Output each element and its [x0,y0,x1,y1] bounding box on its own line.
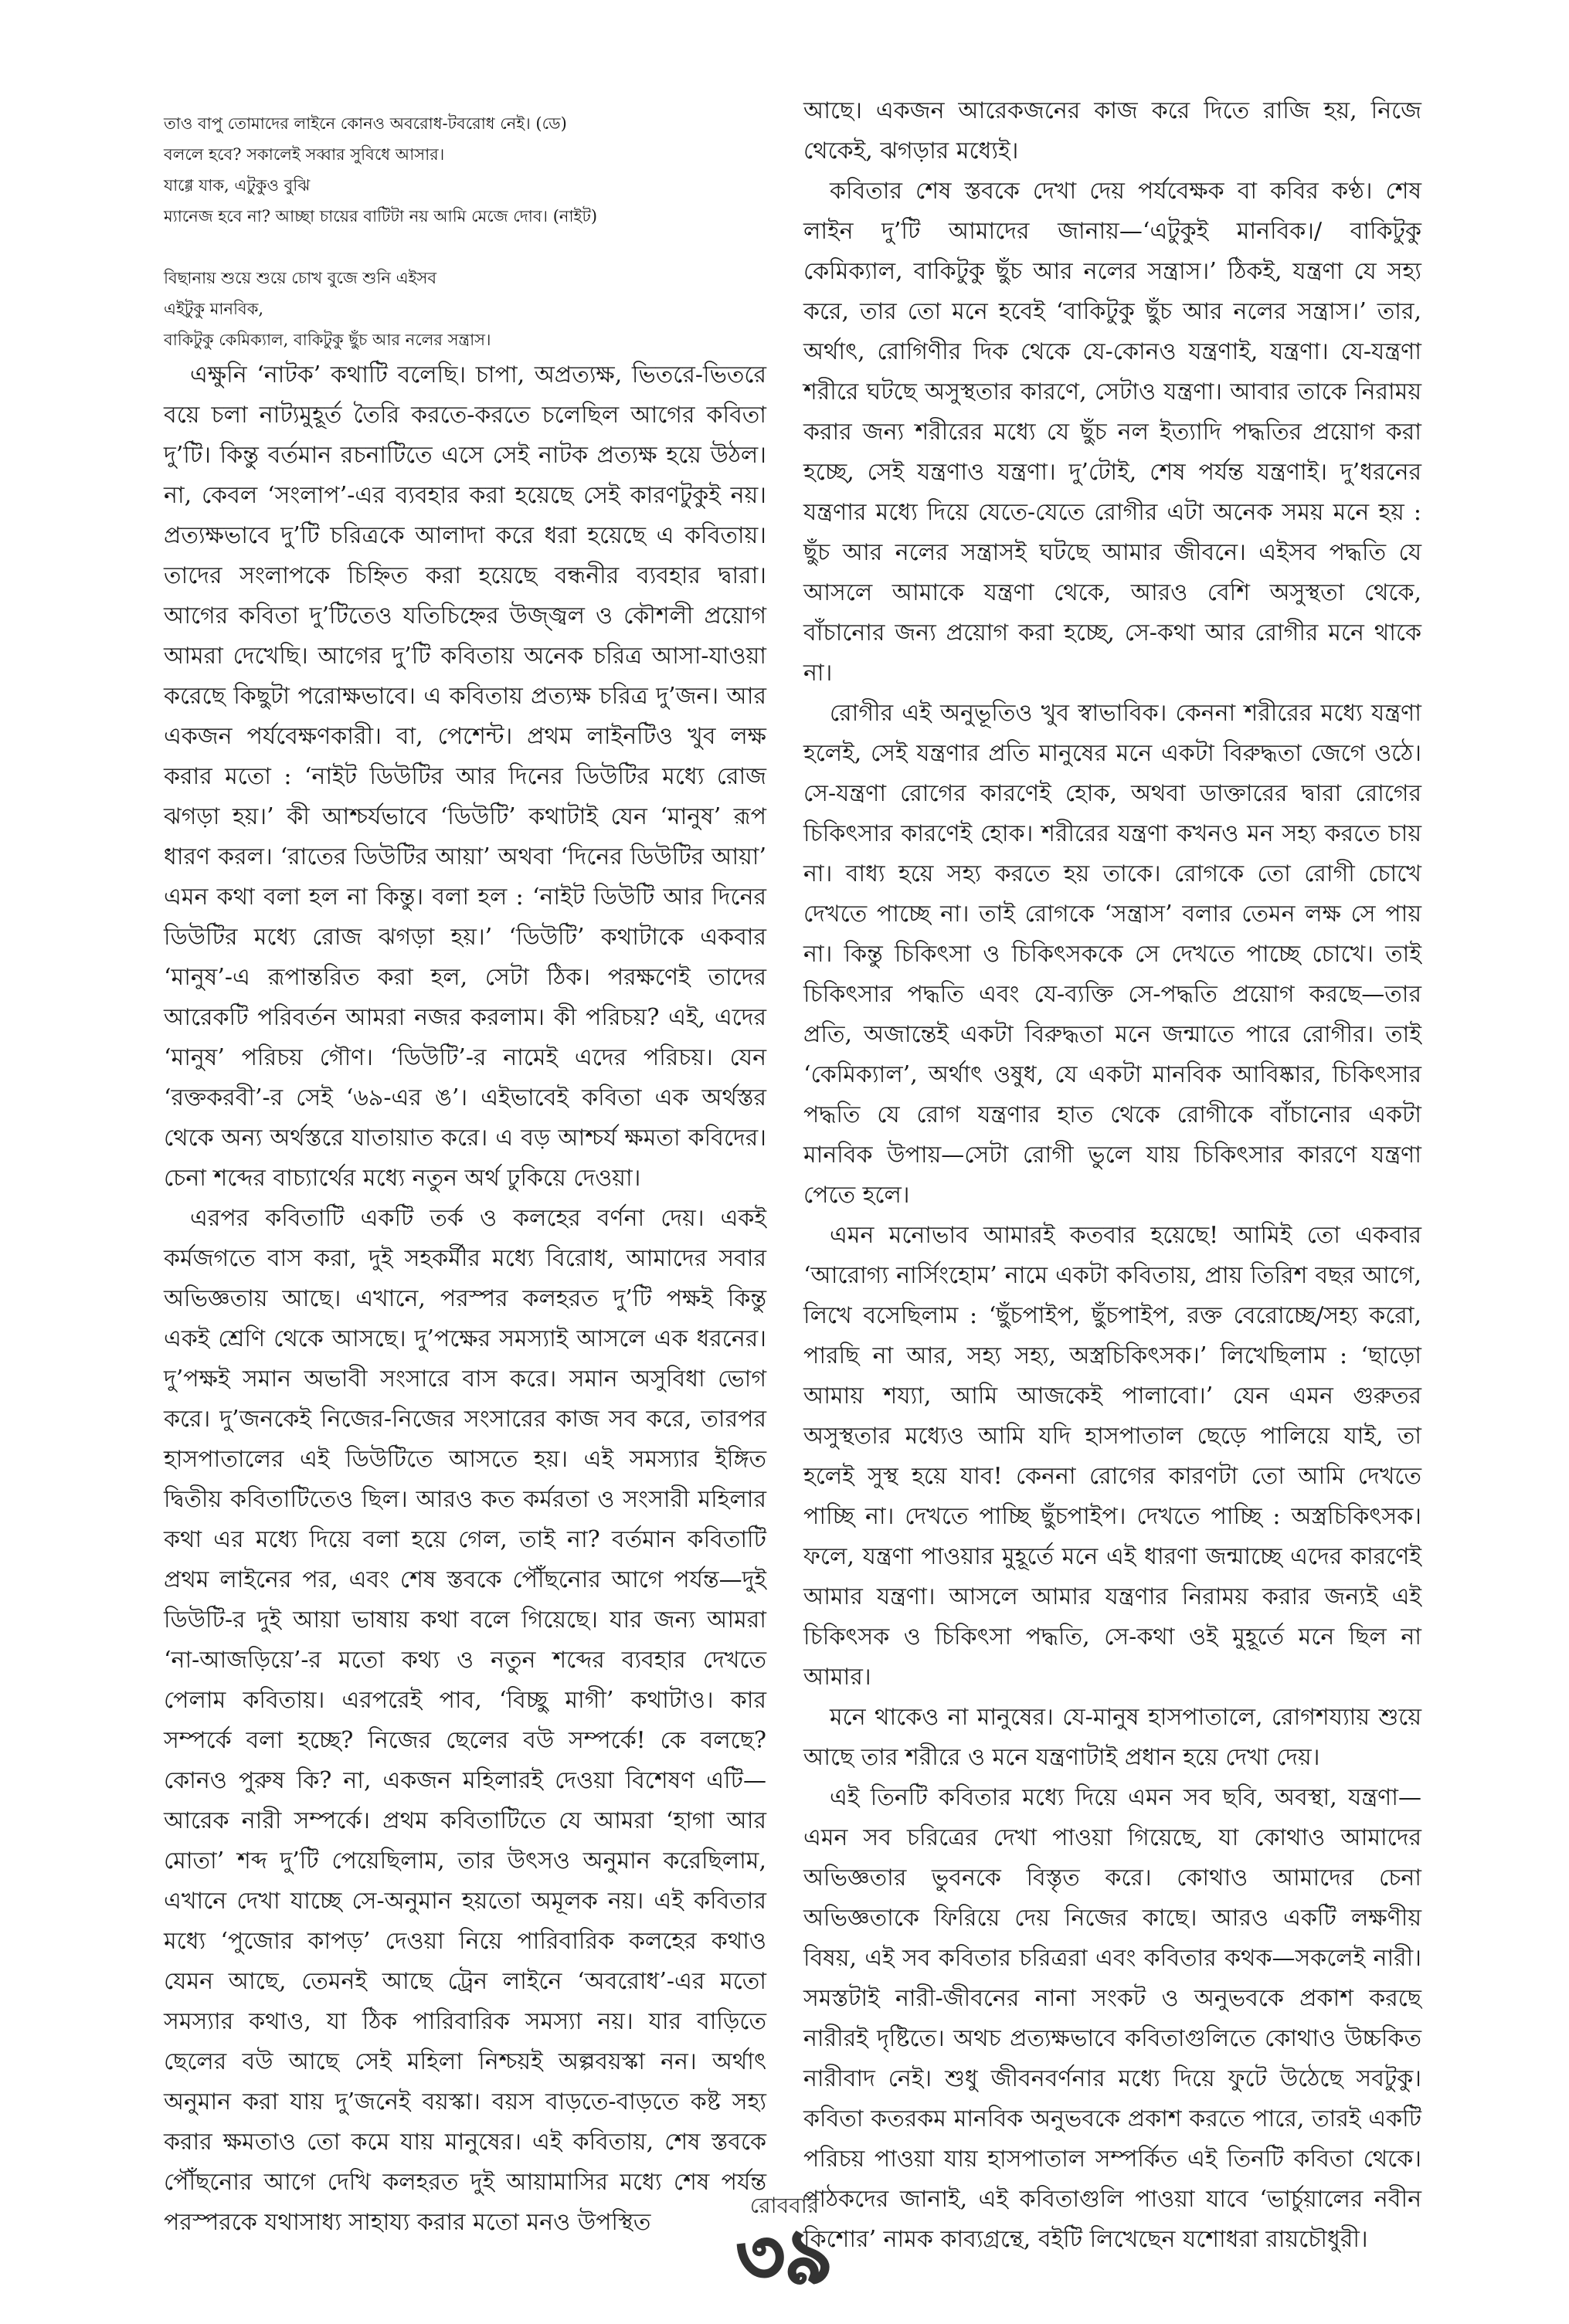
magazine-name: রোববার [749,2193,820,2218]
page-number: ৩৯ [736,2214,833,2300]
page-footer [0,2192,1569,2300]
poem-line: বাকিটুকু কেমিক্যাল, বাকিটুকু ছুঁচ আর নলের সন্ত্রাস। [164,331,491,349]
poem-line: যাগ্গে যাক, এটুকুও বুঝি [164,176,311,195]
poem-excerpt-a [164,108,766,355]
body-paragraph: এই তিনটি কবিতার মধ্যে দিয়ে এমন সব ছবি, অবস্থা, যন্ত্রণা—এমন সব চরিত্রের দেখা পাওয়া গিয়েছে, যা কোথাও আমাদের অভিজ্ঞতার ভুবনকে বিস্তৃত করে। কোথাও আমাদের চেনা অভিজ্ঞতাকে ফিরিয়ে দেয় নিজের কাছে। আরও একটি লক্ষণীয় বিষয়, এই সব কবিতার চরিত্ররা এবং কবিতার কথক—সকলেই নারী। সমস্তটাই নারী-জীবনের নানা সংকট ও অনুভবকে প্রকাশ করছে নারীরই দৃষ্টিতে। অথচ প্রত্যক্ষভাবে কবিতাগুলিতে কোথাও উচ্চকিত নারীবাদ নেই। শুধু জীবনবর্ণনার মধ্যে দিয়ে ফুটে উঠেছে সবটুকু। কবিতা কতরকম মানবিক অনুভবকে প্রকাশ করতে পারে, তারই একটি পরিচয় পাওয়া যায় হাসপাতাল সম্পর্কিত এই তিনটি কবিতা থেকে। পাঠকদের জানাই, এই কবিতাগুলি পাওয়া যাবে ‘ভার্চুয়ালের নবীন কিশোর’ নামক কাব্যগ্রন্থে, বইটি লিখেছেন যশোধরা রায়চৌধুরী। [803,1784,1421,2253]
body-paragraph: রোগীর এই অনুভূতিও খুব স্বাভাবিক। কেননা শরীরের মধ্যে যন্ত্রণা হলেই, সেই যন্ত্রণার প্রতি মানুষের মনে একটা বিরুদ্ধতা জেগে ওঠে। সে-যন্ত্রণা রোগের কারণেই হোক, অথবা ডাক্তারের দ্বারা রোগের চিকিৎসার কারণেই হোক। শরীরের যন্ত্রণা কখনও মন সহ্য করতে চায় না। বাধ্য হয়ে সহ্য করতে হয় তাকে। রোগকে তো রোগী চোখে দেখতে পাচ্ছে না। তাই রোগকে ‘সন্ত্রাস’ বলার তেমন লক্ষ সে পায় না। কিন্তু চিকিৎসা ও চিকিৎসককে সে দেখতে পাচ্ছে চোখে। তাই চিকিৎসার পদ্ধতি এবং যে-ব্যক্তি সে-পদ্ধতি প্রয়োগ করছে—তার প্রতি, অজান্তেই একটা বিরুদ্ধতা মনে জন্মাতে পারে রোগীর। তাই ‘কেমিক্যাল’, অর্থাৎ ওষুধ, যে একটা মানবিক আবিষ্কার, চিকিৎসার পদ্ধতি যে রোগ যন্ত্রণার হাত থেকে রোগীকে বাঁচানোর একটা মানবিক উপায়—সেটা রোগী ভুলে যায় চিকিৎসার কারণে যন্ত্রণা পেতে হলে। [803,700,1421,1209]
poem-line: এইটুকু মানবিক, [164,300,264,318]
poem-line: ম্যানেজ হবে না? আচ্ছা চায়ের বাটিটা নয় আমি মেজে দোব। (নাইট) [164,207,598,226]
body-paragraph: কবিতার শেষ স্তবকে দেখা দেয় পর্যবেক্ষক বা কবির কণ্ঠ। শেষ লাইন দু’টি আমাদের জানায়—‘এটুকুই মানবিক।/ বাকিটুকু কেমিক্যাল, বাকিটুকু ছুঁচ আর নলের সন্ত্রাস।’ ঠিকই, যন্ত্রণা যে সহ্য করে, তার তো মনে হবেই ‘বাকিটুকু ছুঁচ আর নলের সন্ত্রাস।’ তার, অর্থাৎ, রোগিণীর দিক থেকে যে-কোনও যন্ত্রণাই, যন্ত্রণা। যে-যন্ত্রণা শরীরে ঘটছে অসুস্থতার কারণে, সেটাও যন্ত্রণা। আবার তাকে নিরাময় করার জন্য শরীরের মধ্যে যে ছুঁচ নল ইত্যাদি পদ্ধতির প্রয়োগ করা হচ্ছে, সেই যন্ত্রণাও যন্ত্রণা। দু’টোই, শেষ পর্যন্ত যন্ত্রণাই। দু’ধরনের যন্ত্রণার মধ্যে দিয়ে যেতে-যেতে রোগীর এটা অনেক সময় মনে হয় : ছুঁচ আর নলের সন্ত্রাসই ঘটছে আমার জীবনে। এইসব পদ্ধতি যে আসলে আমাকে যন্ত্রণা থেকে, আরও বেশি অসুস্থতা থেকে, বাঁচানোর জন্য প্রয়োগ করা হচ্ছে, সে-কথা আর রোগীর মনে থাকে না। [803,178,1421,687]
body-paragraph: এরপর কবিতাটি একটি তর্ক ও কলহের বর্ণনা দেয়। একই কর্মজগতে বাস করা, দুই সহকর্মীর মধ্যে বিরোধ, আমাদের সবার অভিজ্ঞতায় আছে। এখানে, পরস্পর কলহরত দু’টি পক্ষই কিন্তু একই শ্রেণি থেকে আসছে। দু’পক্ষের সমস্যাই আসলে এক ধরনের। দু’পক্ষই সমান অভাবী সংসারে বাস করে। সমান অসুবিধা ভোগ করে। দু’জনকেই নিজের-নিজের সংসারের কাজ সব করে, তারপর হাসপাতালের এই ডিউটিতে আসতে হয়। এই সমস্যার ইঙ্গিত দ্বিতীয় কবিতাটিতেও ছিল। আরও কত কর্মরতা ও সংসারী মহিলার কথা এর মধ্যে দিয়ে বলা হয়ে গেল, তাই না? বর্তমান কবিতাটি প্রথম লাইনের পর, এবং শেষ স্তবকে পৌঁছনোর আগে পর্যন্ত—দুই ডিউটি-র দুই আয়া ভাষায় কথা বলে গিয়েছে। যার জন্য আমরা ‘না-আজড়িয়ে’-র মতো কথ্য ও নতুন শব্দের ব্যবহার দেখতে পেলাম কবিতায়। এরপরেই পাব, ‘বিচ্ছু মাগী’ কথাটাও। কার সম্পর্কে বলা হচ্ছে? নিজের ছেলের বউ সম্পর্কে! কে বলছে? কোনও পুরুষ কি? না, একজন মহিলারই দেওয়া বিশেষণ এটি—আরেক নারী সম্পর্কে। প্রথম কবিতাটিতে যে আমরা ‘হাগা আর মোতা’ শব্দ দু’টি পেয়েছিলাম, তার উৎসও অনুমান করেছিলাম, এখানে দেখা যাচ্ছে সে-অনুমান হয়তো অমূলক নয়। এই কবিতার মধ্যে ‘পুজোর কাপড়’ দেওয়া নিয়ে পারিবারিক কলহের কথাও যেমন আছে, তেমনই আছে ট্রেন লাইনে ‘অবরোধ’-এর মতো সমস্যার কথাও, যা ঠিক পারিবারিক সমস্যা নয়। যার বাড়িতে ছেলের বউ আছে সেই মহিলা নিশ্চয়ই অল্পবয়স্কা নন। অর্থাৎ অনুমান করা যায় দু’জনেই বয়স্কা। বয়স বাড়তে-বাড়তে কষ্ট সহ্য করার ক্ষমতাও তো কমে যায় মানুষের। এই কবিতায়, শেষ স্তবকে পৌঁছনোর আগে দেখি কলহরত দুই আয়ামাসির মধ্যে শেষ পর্যন্ত পরস্পরকে যথাসাধ্য সাহায্য করার মতো মনও উপস্থিত [164,1205,766,2236]
poem-line: বললে হবে? সকালেই সব্বার সুবিধে আসার। [164,145,445,164]
body-paragraph: মনে থাকেও না মানুষের। যে-মানুষ হাসপাতালে, রোগশয্যায় শুয়ে আছে তার শরীরে ও মনে যন্ত্রণাটাই প্রধান হয়ে দেখা দেয়। [803,1704,1421,1771]
body-paragraph: আছে। একজন আরেকজনের কাজ করে দিতে রাজি হয়, নিজে থেকেই, ঝগড়ার মধ্যেই। [803,97,1421,165]
left-column [164,108,766,2243]
body-paragraph: এমন মনোভাব আমারই কতবার হয়েছে! আমিই তো একবার ‘আরোগ্য নার্সিংহোম’ নামে একটা কবিতায়, প্রায় তিরিশ বছর আগে, লিখে বসেছিলাম : ‘ছুঁচপাইপ, ছুঁচপাইপ, রক্ত বেরোচ্ছে/সহ্য করো, পারছি না আর, সহ্য সহ্য, অস্ত্রচিকিৎসক।’ লিখেছিলাম : ‘ছাড়ো আমায় শয্যা, আমি আজকেই পালাবো।’ যেন এমন গুরুতর অসুস্থতার মধ্যেও আমি যদি হাসপাতাল ছেড়ে পালিয়ে যাই, তা হলেই সুস্থ হয়ে যাব! কেননা রোগের কারণটা তো আমি দেখতে পাচ্ছি না। দেখতে পাচ্ছি ছুঁচপাইপ। দেখতে পাচ্ছি : অস্ত্রচিকিৎসক। ফলে, যন্ত্রণা পাওয়ার মুহূর্তে মনে এই ধারণা জন্মাচ্ছে এদের কারণেই আমার যন্ত্রণা। আসলে আমার যন্ত্রণার নিরাময় করার জন্যই এই চিকিৎসক ও চিকিৎসা পদ্ধতি, সে-কথা ওই মুহূর্তে মনে ছিল না আমার। [803,1222,1421,1691]
poem-line: বিছানায় শুয়ে শুয়ে চোখ বুজে শুনি এইসব [164,269,437,287]
body-paragraph: এক্ষুনি ‘নাটক’ কথাটি বলেছি। চাপা, অপ্রত্যক্ষ, ভিতরে-ভিতরে বয়ে চলা নাট্যমুহূর্ত তৈরি করতে-করতে চলেছিল আগের কবিতা দু’টি। কিন্তু বর্তমান রচনাটিতে এসে সেই নাটক প্রত্যক্ষ হয়ে উঠল। না, কেবল ‘সংলাপ’-এর ব্যবহার করা হয়েছে সেই কারণটুকুই নয়। প্রত্যক্ষভাবে দু’টি চরিত্রকে আলাদা করে ধরা হয়েছে এ কবিতায়। তাদের সংলাপকে চিহ্নিত করা হয়েছে বন্ধনীর ব্যবহার দ্বারা। আগের কবিতা দু’টিতেও যতিচিহ্নের উজ্জ্বল ও কৌশলী প্রয়োগ আমরা দেখেছি। আগের দু’টি কবিতায় অনেক চরিত্র আসা-যাওয়া করেছে কিছুটা পরোক্ষভাবে। এ কবিতায় প্রত্যক্ষ চরিত্র দু’জন। আর একজন পর্যবেক্ষণকারী। বা, পেশেন্ট। প্রথম লাইনটিও খুব লক্ষ করার মতো : ‘নাইট ডিউটির আর দিনের ডিউটির মধ্যে রোজ ঝগড়া হয়।’ কী আশ্চর্যভাবে ‘ডিউটি’ কথাটাই যেন ‘মানুষ’ রূপ ধারণ করল। ‘রাতের ডিউটির আয়া’ অথবা ‘দিনের ডিউটির আয়া’ এমন কথা বলা হল না কিন্তু। বলা হল : ‘নাইট ডিউটি আর দিনের ডিউটির মধ্যে রোজ ঝগড়া হয়।’ ‘ডিউটি’ কথাটাকে একবার ‘মানুষ’-এ রূপান্তরিত করা হল, সেটা ঠিক। পরক্ষণেই তাদের আরেকটি পরিবর্তন আমরা নজর করলাম। কী পরিচয়? এই, এদের ‘মানুষ’ পরিচয় গৌণ। ‘ডিউটি’-র নামেই এদের পরিচয়। যেন ‘রক্তকরবী’-র সেই ‘৬৯-এর ঙ’। এইভাবেই কবিতা এক অর্থস্তর থেকে অন্য অর্থস্তরে যাতায়াত করে। এ বড় আশ্চর্য ক্ষমতা কবিদের। চেনা শব্দের বাচ্যার্থের মধ্যে নতুন অর্থ ঢুকিয়ে দেওয়া। [164,361,766,1192]
right-column [803,91,1421,2260]
poem-line: তাও বাপু তোমাদের লাইনে কোনও অবরোধ-টবরোধ নেই। (ডে) [164,114,567,133]
